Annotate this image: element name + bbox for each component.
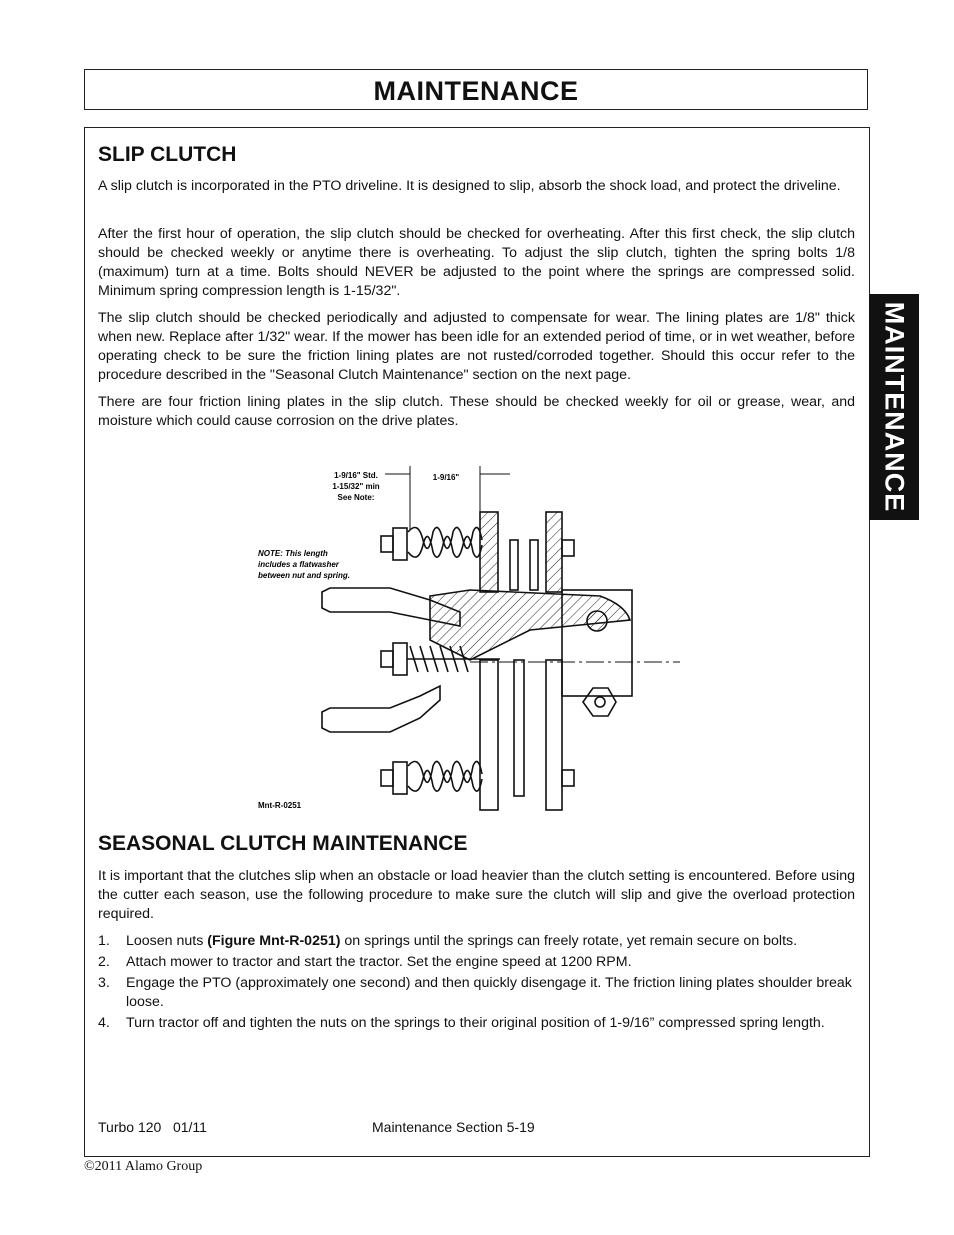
- footer-model: Turbo 120 01/11: [98, 1119, 207, 1135]
- step-number: 3.: [98, 975, 110, 991]
- step-number: 2.: [98, 954, 110, 970]
- step-text: on springs until the springs can freely rotate, yet remain secure on bolts.: [340, 933, 798, 949]
- dimension-label-3: See Note:: [337, 493, 375, 502]
- list-item: [98, 1014, 858, 1033]
- step-text: Engage the PTO (approximately one second) and then quickly disengage it. The friction lining plates shoulder break loose.: [126, 975, 852, 1010]
- step-text: Attach mower to tractor and start the tractor. Set the engine speed at 1200 RPM.: [126, 954, 632, 970]
- list-item: [98, 932, 858, 951]
- side-tab-label: MAINTENANCE: [879, 301, 910, 513]
- seasonal-heading: SEASONAL CLUTCH MAINTENANCE: [98, 832, 468, 855]
- slip-clutch-diagram: [250, 458, 690, 818]
- slip-clutch-paragraph-3: The slip clutch should be checked periodically and adjusted to compensate for wear. The lining plates are 1/8" thick when new. Replace after 1/32" wear. If the mower has been idle for an extended period of time, or in wet weather, before operating check to be sure the friction lining plates are not rusted/corroded together. Should this occur refer to the procedure described in the "Seasonal Clutch Maintenance" section on the next page.: [98, 310, 855, 383]
- figure-reference: (Figure Mnt-R-0251): [207, 933, 341, 949]
- procedure-list: [98, 932, 858, 1035]
- dimension-label-right: 1-9/16": [432, 473, 460, 482]
- step-number: 1.: [98, 933, 110, 949]
- step-number: 4.: [98, 1015, 110, 1031]
- slip-clutch-paragraph-1: A slip clutch is incorporated in the PTO driveline. It is designed to slip, absorb the shock load, and protect the driveline.: [98, 178, 841, 194]
- list-item: [98, 953, 858, 972]
- figure-id-label: Mnt-R-0251: [258, 801, 302, 810]
- slip-clutch-paragraph-4: There are four friction lining plates in the slip clutch. These should be checked weekly for oil or grease, wear, and moisture which could cause corrosion on the drive plates.: [98, 394, 855, 429]
- step-text: Turn tractor off and tighten the nuts on the springs to their original position of 1-9/16” compressed spring length.: [126, 1015, 825, 1031]
- list-item: [98, 974, 858, 1012]
- slip-clutch-heading: SLIP CLUTCH: [98, 143, 237, 166]
- dimension-label-1: 1-9/16" Std.: [334, 471, 378, 480]
- page-header: [84, 69, 868, 110]
- figure-note-line-1: NOTE: This length: [258, 549, 328, 558]
- step-text: Loosen nuts: [126, 933, 208, 949]
- slip-clutch-paragraph-2: After the first hour of operation, the slip clutch should be checked for overheating. After this first check, the slip clutch should be checked weekly or anytime there is overheating. To adjust the slip clutch, tighten the spring bolts 1/8 (maximum) turn at a time. Bolts should NEVER be adjusted to the point where the springs are compressed solid. Minimum spring compression length is 1-15/32".: [98, 226, 855, 299]
- figure-note-line-2: includes a flatwasher: [258, 560, 339, 569]
- section-side-tab: [869, 294, 919, 520]
- copyright: ©2011 Alamo Group: [84, 1159, 203, 1174]
- page-title: MAINTENANCE: [373, 76, 579, 106]
- figure-note-line-3: between nut and spring.: [258, 571, 351, 580]
- dimension-label-2: 1-15/32" min: [332, 482, 380, 491]
- seasonal-intro: It is important that the clutches slip when an obstacle or load heavier than the clutch setting is encountered. Before using the cutter each season, use the following procedure to make sure the clutch will slip and give the overload protection required.: [98, 868, 855, 922]
- footer-section: Maintenance Section 5-19: [372, 1119, 535, 1135]
